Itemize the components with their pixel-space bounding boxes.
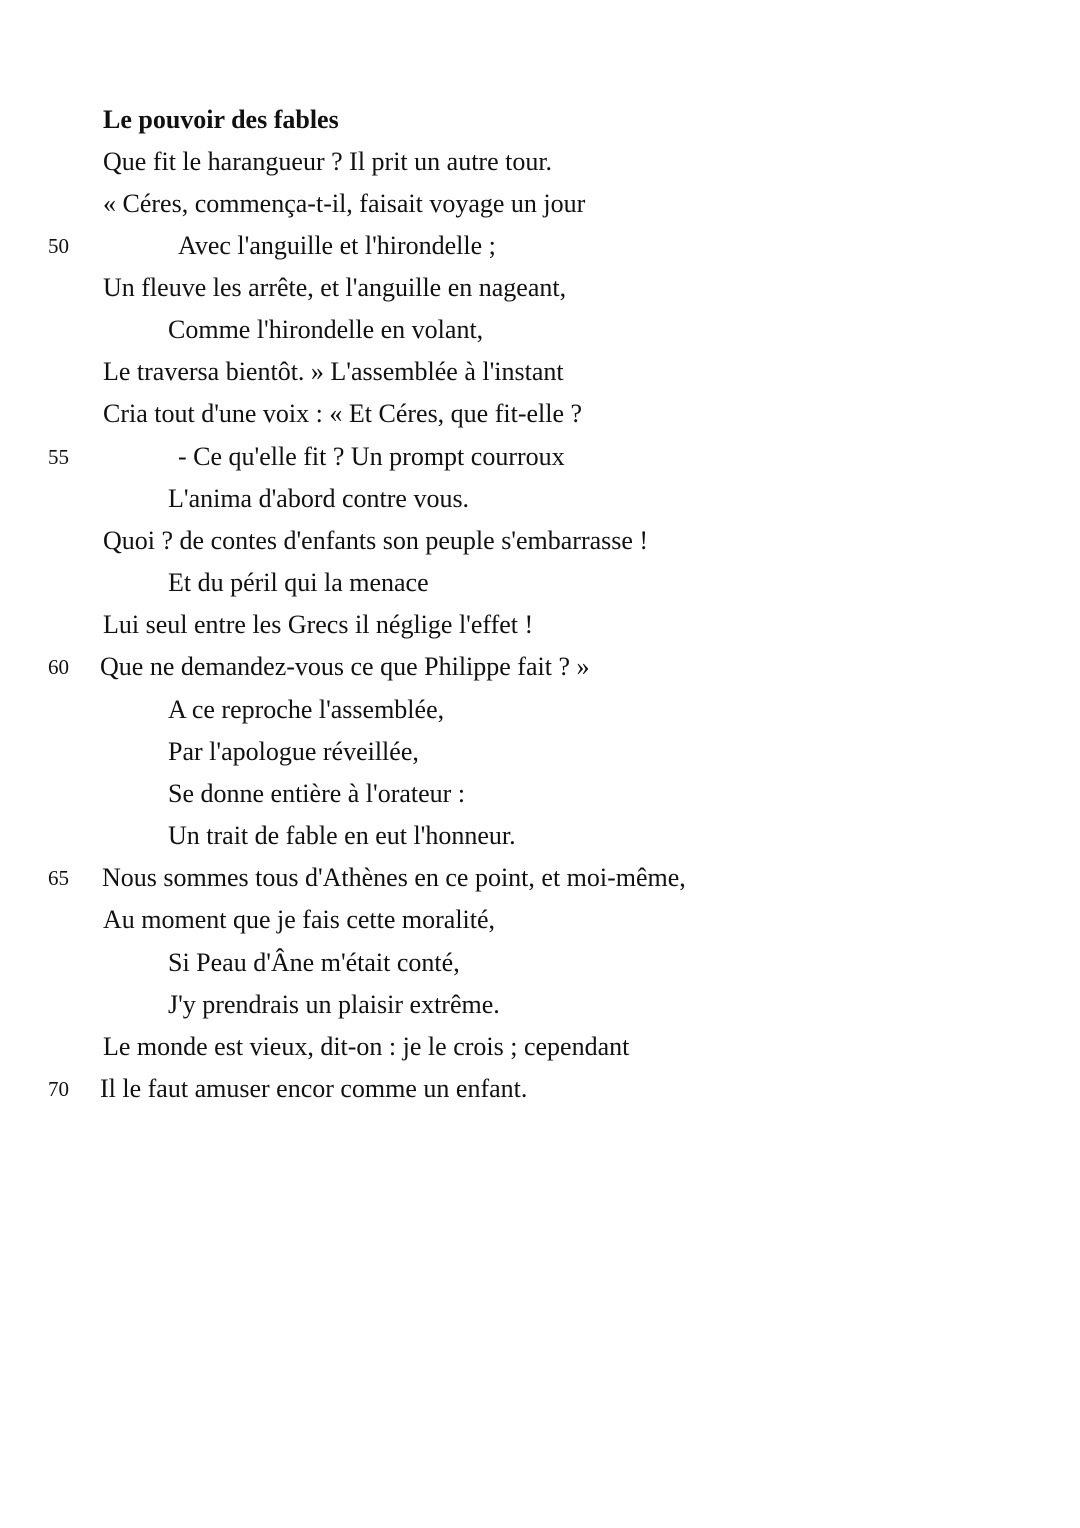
verse-line: Un trait de fable en eut l'honneur. [168, 821, 516, 850]
verse-line: Si Peau d'Âne m'était conté, [168, 948, 460, 977]
verse-line: « Céres, commença-t-il, faisait voyage un jour [103, 189, 586, 218]
line-number: 55 [48, 445, 69, 469]
verse-line: Le monde est vieux, dit-on : je le crois ; cependant [103, 1032, 630, 1061]
line-number: 70 [48, 1077, 69, 1101]
verse-line: Lui seul entre les Grecs il néglige l'effet ! [103, 610, 534, 639]
verse-line: J'y prendrais un plaisir extrême. [168, 990, 500, 1019]
verse-line: L'anima d'abord contre vous. [168, 484, 470, 513]
verse-line: Nous sommes tous d'Athènes en ce point, et moi-même, [102, 863, 686, 892]
verse-line: A ce reproche l'assemblée, [168, 695, 445, 724]
verse-line: Un fleuve les arrête, et l'anguille en nageant, [103, 273, 567, 302]
poem-title: Le pouvoir des fables [103, 105, 339, 134]
verse-line: Au moment que je fais cette moralité, [103, 905, 496, 934]
verse-line: Se donne entière à l'orateur : [168, 779, 466, 808]
verse-line: - Ce qu'elle fit ? Un prompt courroux [178, 442, 565, 471]
verse-line: Comme l'hirondelle en volant, [168, 315, 484, 344]
verse-line: Par l'apologue réveillée, [168, 737, 419, 766]
line-number: 50 [48, 234, 69, 258]
verse-line: Que ne demandez-vous ce que Philippe fait ? » [100, 652, 590, 681]
verse-line: Le traversa bientôt. » L'assemblée à l'instant [103, 357, 564, 386]
verse-line: Il le faut amuser encor comme un enfant. [100, 1074, 528, 1103]
verse-line: Cria tout d'une voix : « Et Céres, que fit-elle ? [103, 399, 583, 428]
line-number: 65 [48, 866, 69, 890]
verse-line: Avec l'anguille et l'hirondelle ; [178, 231, 496, 260]
verse-line: Que fit le harangueur ? Il prit un autre tour. [103, 147, 553, 176]
verse-line: Et du péril qui la menace [168, 568, 429, 597]
line-number: 60 [48, 655, 69, 679]
verse-line: Quoi ? de contes d'enfants son peuple s'embarrasse ! [103, 526, 649, 555]
